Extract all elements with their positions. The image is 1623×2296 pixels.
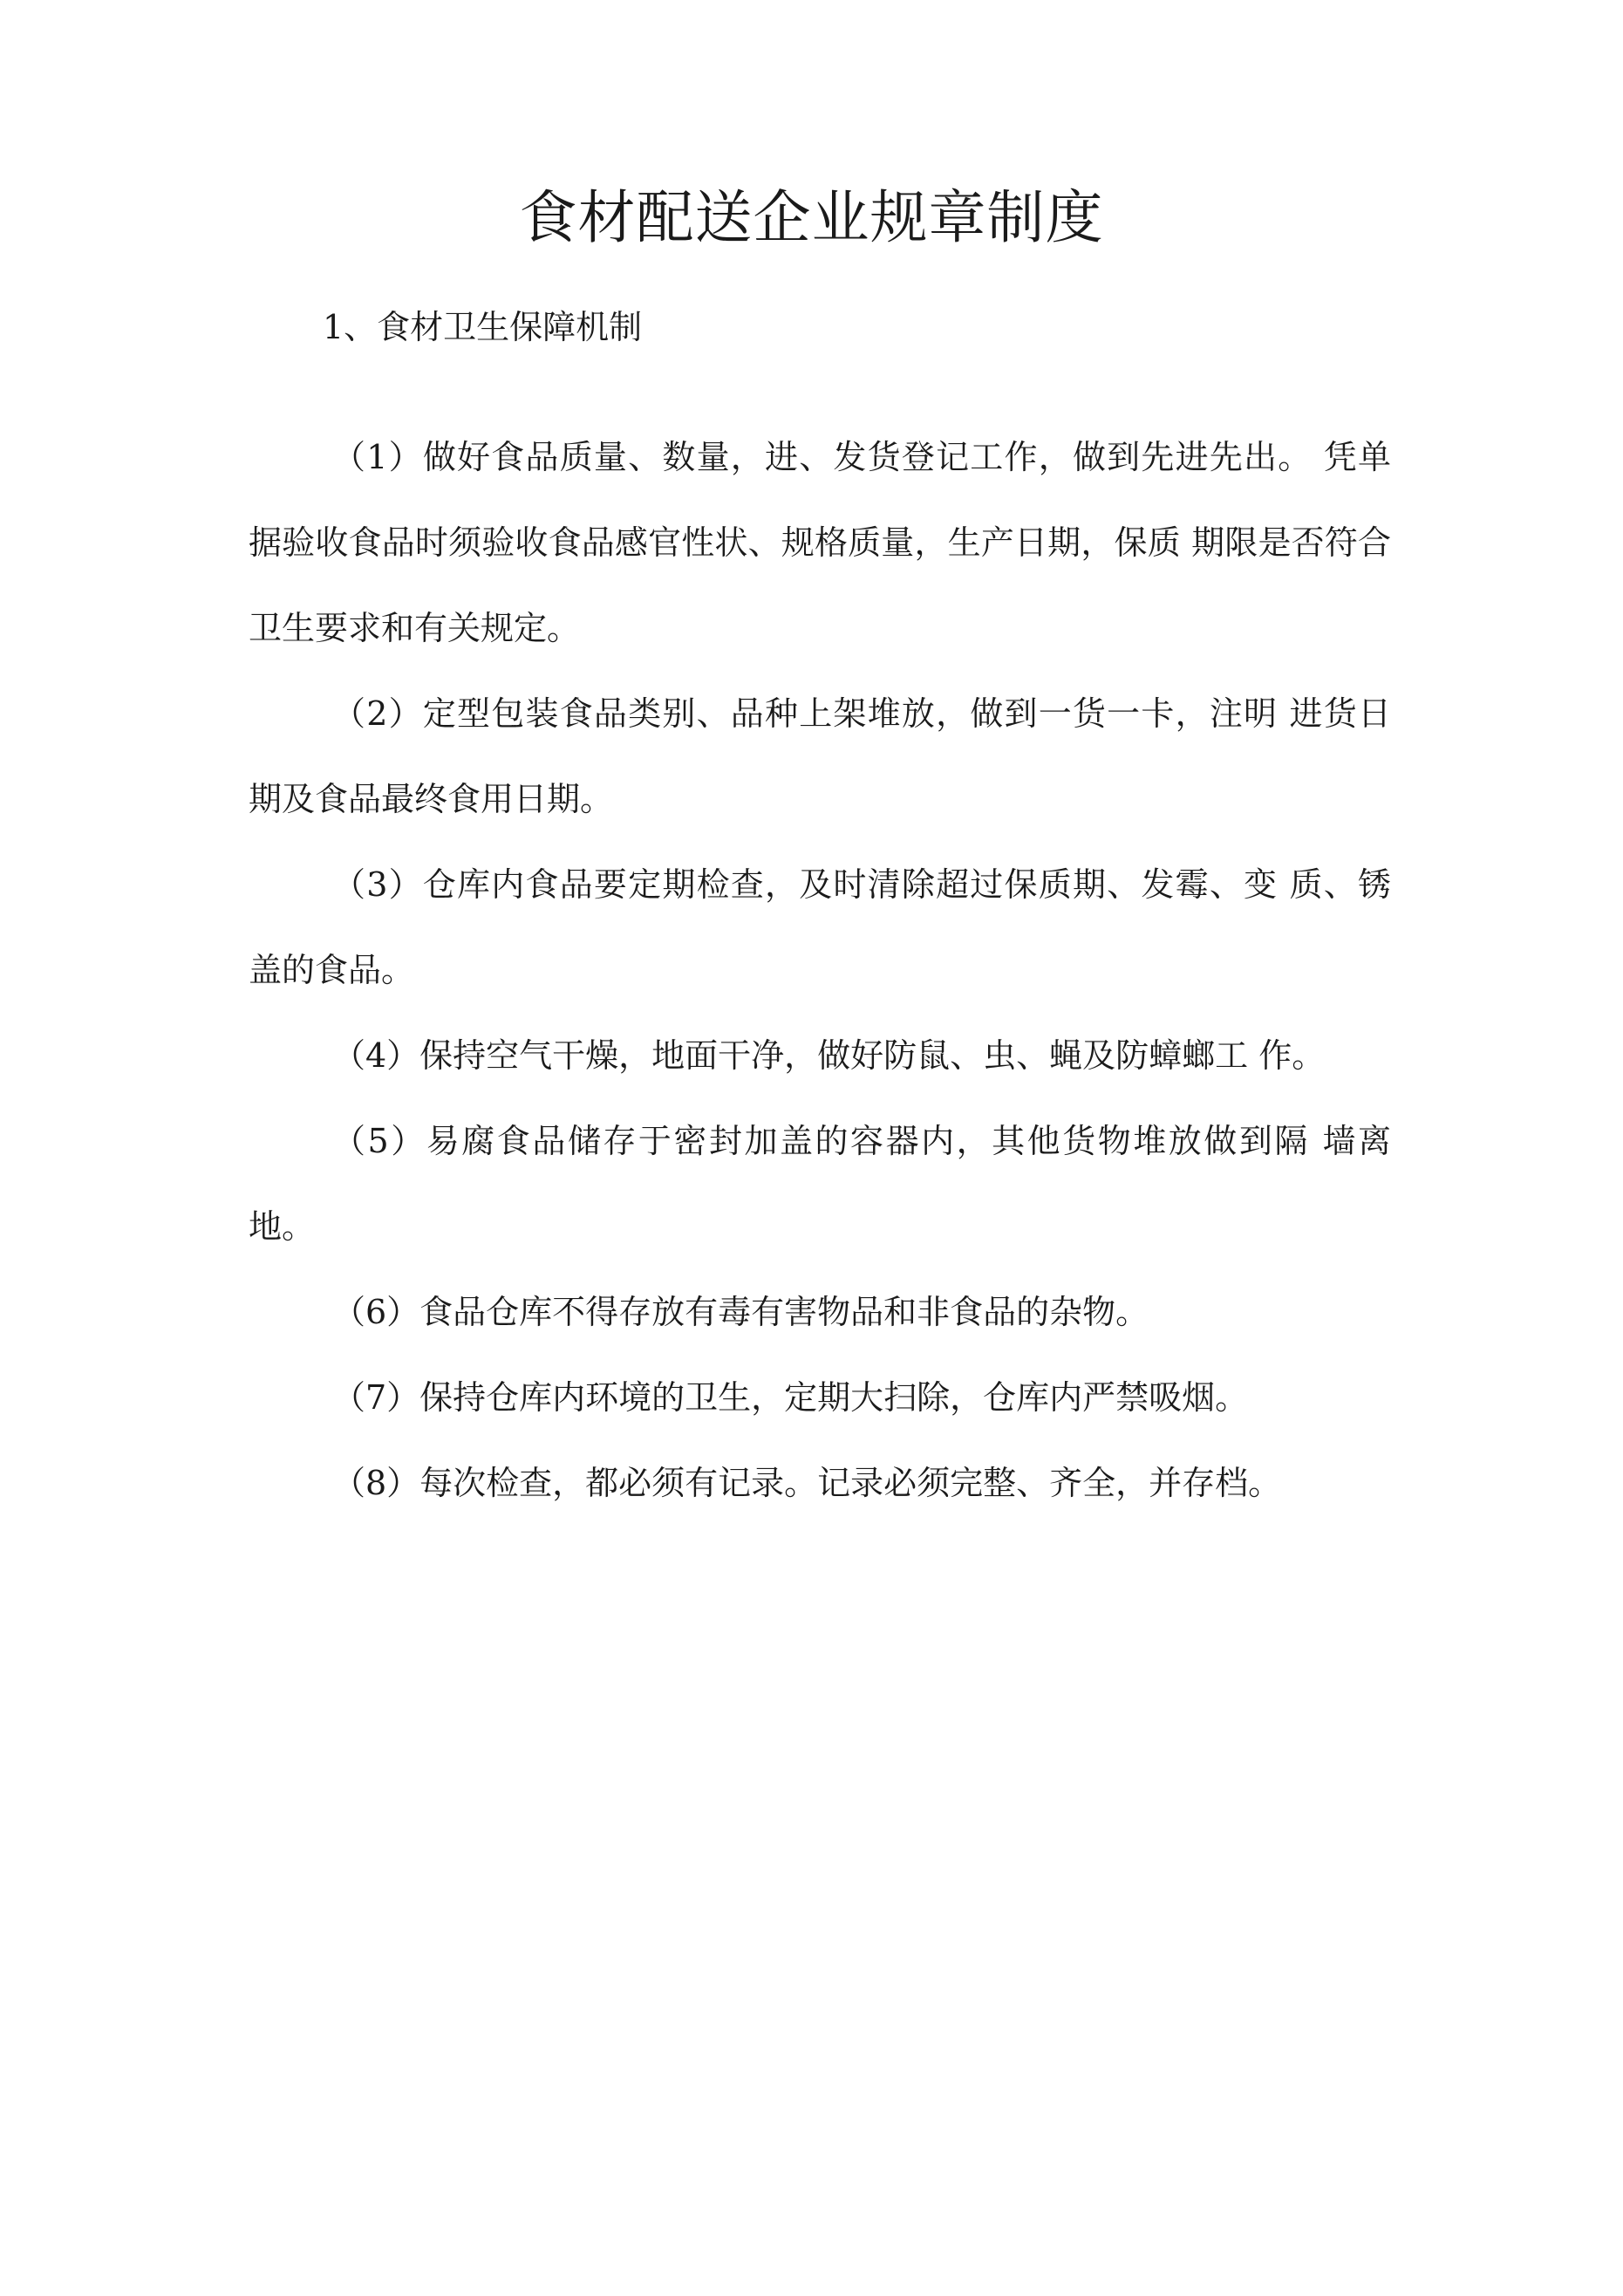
document-title: 食材配送企业规章制度 xyxy=(519,184,1104,251)
paragraph-3: （3）仓库内食品要定期检查，及时清除超过保质期、发霉、变 质、锈盖的食品。 xyxy=(249,865,1391,989)
paragraph-4: （4）保持空气干燥，地面干净，做好防鼠、虫、蝇及防蟑螂工 作。 xyxy=(332,1036,1326,1075)
document-body xyxy=(249,414,1391,1526)
paragraph-6: （6）食品仓库不得存放有毒有害物品和非食品的杂物。 xyxy=(332,1293,1149,1331)
paragraph-7: （7）保持仓库内环境的卫生，定期大扫除，仓库内严禁吸烟。 xyxy=(332,1378,1249,1417)
paragraph-2: （2）定型包装食品类别、品种上架堆放，做到一货一卡，注明 进货日期及食品最终食用日期。 xyxy=(249,694,1391,818)
paragraph-8: （8）每次检查，都必须有记录。记录必须完整、齐全，并存档。 xyxy=(332,1464,1282,1502)
paragraph-1: （1）做好食品质量、数量，进、发货登记工作，做到先进先出。 凭单据验收食品时须验收食品感官性状、规格质量，生产日期，保质 期限是否符合卫生要求和有关规定。 xyxy=(249,438,1391,647)
paragraph-5: （5）易腐食品储存于密封加盖的容器内，其他货物堆放做到隔 墙离地。 xyxy=(249,1122,1391,1246)
section-heading: 1、食材卫生保障机制 xyxy=(323,308,643,346)
